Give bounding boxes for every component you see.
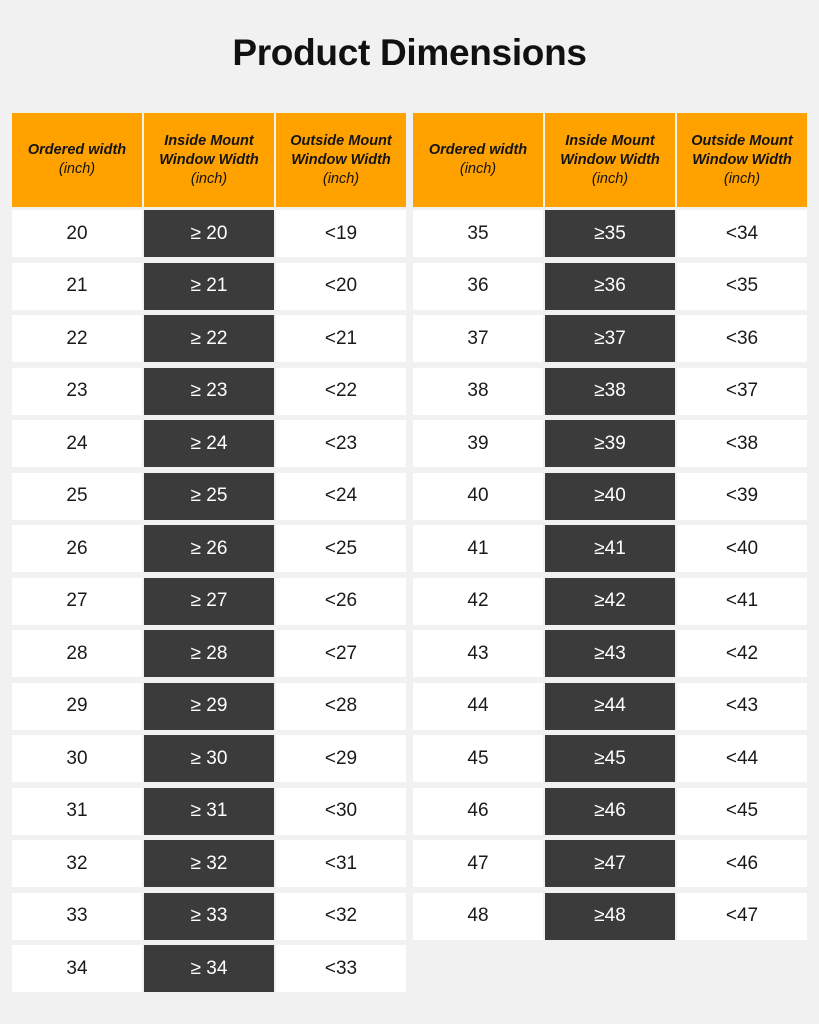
table-row bbox=[413, 788, 807, 835]
cell-outside-mount: <36 bbox=[677, 315, 807, 362]
cell-inside-mount: ≥ 28 bbox=[144, 630, 274, 677]
cell-outside-mount: <20 bbox=[276, 263, 406, 310]
cell-inside-mount: ≥ 31 bbox=[144, 788, 274, 835]
table-body bbox=[12, 210, 406, 992]
cell-inside-mount: ≥ 33 bbox=[144, 893, 274, 940]
cell-inside-mount: ≥38 bbox=[545, 368, 675, 415]
table-row bbox=[12, 315, 406, 362]
cell-outside-mount: <30 bbox=[276, 788, 406, 835]
dimensions-table-left bbox=[12, 113, 406, 992]
table-row bbox=[12, 683, 406, 730]
cell-ordered-width: 23 bbox=[12, 368, 142, 415]
cell-outside-mount: <31 bbox=[276, 840, 406, 887]
table-row bbox=[413, 840, 807, 887]
cell-outside-mount: <39 bbox=[677, 473, 807, 520]
table-body bbox=[413, 210, 807, 940]
cell-inside-mount: ≥37 bbox=[545, 315, 675, 362]
cell-ordered-width: 37 bbox=[413, 315, 543, 362]
cell-ordered-width: 34 bbox=[12, 945, 142, 992]
cell-inside-mount: ≥46 bbox=[545, 788, 675, 835]
cell-inside-mount: ≥ 21 bbox=[144, 263, 274, 310]
table-row bbox=[12, 525, 406, 572]
cell-inside-mount: ≥ 34 bbox=[144, 945, 274, 992]
cell-ordered-width: 30 bbox=[12, 735, 142, 782]
header-outside-mount: Outside Mount Window Width (inch) bbox=[276, 113, 406, 207]
cell-ordered-width: 33 bbox=[12, 893, 142, 940]
table-row bbox=[413, 525, 807, 572]
cell-inside-mount: ≥45 bbox=[545, 735, 675, 782]
cell-inside-mount: ≥40 bbox=[545, 473, 675, 520]
cell-ordered-width: 22 bbox=[12, 315, 142, 362]
cell-ordered-width: 46 bbox=[413, 788, 543, 835]
header-inside-mount: Inside Mount Window Width (inch) bbox=[545, 113, 675, 207]
cell-ordered-width: 21 bbox=[12, 263, 142, 310]
table-row bbox=[12, 788, 406, 835]
cell-inside-mount: ≥ 30 bbox=[144, 735, 274, 782]
table-row bbox=[413, 368, 807, 415]
cell-ordered-width: 31 bbox=[12, 788, 142, 835]
table-row bbox=[413, 263, 807, 310]
cell-inside-mount: ≥ 29 bbox=[144, 683, 274, 730]
cell-inside-mount: ≥39 bbox=[545, 420, 675, 467]
cell-inside-mount: ≥36 bbox=[545, 263, 675, 310]
cell-inside-mount: ≥ 26 bbox=[144, 525, 274, 572]
cell-outside-mount: <29 bbox=[276, 735, 406, 782]
cell-outside-mount: <41 bbox=[677, 578, 807, 625]
page-title: Product Dimensions bbox=[232, 32, 587, 73]
table-row bbox=[413, 683, 807, 730]
table-row bbox=[12, 263, 406, 310]
cell-outside-mount: <47 bbox=[677, 893, 807, 940]
cell-ordered-width: 44 bbox=[413, 683, 543, 730]
cell-outside-mount: <35 bbox=[677, 263, 807, 310]
cell-inside-mount: ≥47 bbox=[545, 840, 675, 887]
cell-ordered-width: 29 bbox=[12, 683, 142, 730]
cell-outside-mount: <32 bbox=[276, 893, 406, 940]
header-ordered-width: Ordered width (inch) bbox=[413, 113, 543, 207]
cell-ordered-width: 39 bbox=[413, 420, 543, 467]
table-header bbox=[12, 113, 406, 207]
cell-inside-mount: ≥ 27 bbox=[144, 578, 274, 625]
cell-outside-mount: <44 bbox=[677, 735, 807, 782]
cell-outside-mount: <42 bbox=[677, 630, 807, 677]
table-row bbox=[12, 840, 406, 887]
cell-inside-mount: ≥ 20 bbox=[144, 210, 274, 257]
header-ordered-width: Ordered width (inch) bbox=[12, 113, 142, 207]
table-row bbox=[413, 630, 807, 677]
cell-ordered-width: 26 bbox=[12, 525, 142, 572]
cell-ordered-width: 38 bbox=[413, 368, 543, 415]
table-row bbox=[12, 735, 406, 782]
cell-outside-mount: <27 bbox=[276, 630, 406, 677]
header-outside-mount: Outside Mount Window Width (inch) bbox=[677, 113, 807, 207]
cell-outside-mount: <33 bbox=[276, 945, 406, 992]
cell-outside-mount: <38 bbox=[677, 420, 807, 467]
table-row bbox=[413, 893, 807, 940]
cell-inside-mount: ≥41 bbox=[545, 525, 675, 572]
cell-outside-mount: <37 bbox=[677, 368, 807, 415]
cell-ordered-width: 48 bbox=[413, 893, 543, 940]
cell-ordered-width: 20 bbox=[12, 210, 142, 257]
cell-ordered-width: 32 bbox=[12, 840, 142, 887]
table-row bbox=[12, 210, 406, 257]
cell-ordered-width: 35 bbox=[413, 210, 543, 257]
cell-outside-mount: <24 bbox=[276, 473, 406, 520]
table-row bbox=[12, 630, 406, 677]
cell-outside-mount: <45 bbox=[677, 788, 807, 835]
header-inside-mount: Inside Mount Window Width (inch) bbox=[144, 113, 274, 207]
cell-inside-mount: ≥ 22 bbox=[144, 315, 274, 362]
cell-inside-mount: ≥44 bbox=[545, 683, 675, 730]
cell-outside-mount: <43 bbox=[677, 683, 807, 730]
cell-ordered-width: 36 bbox=[413, 263, 543, 310]
table-row bbox=[413, 473, 807, 520]
cell-inside-mount: ≥35 bbox=[545, 210, 675, 257]
cell-ordered-width: 45 bbox=[413, 735, 543, 782]
cell-outside-mount: <26 bbox=[276, 578, 406, 625]
table-row bbox=[12, 368, 406, 415]
cell-inside-mount: ≥ 32 bbox=[144, 840, 274, 887]
cell-outside-mount: <23 bbox=[276, 420, 406, 467]
cell-ordered-width: 24 bbox=[12, 420, 142, 467]
cell-ordered-width: 42 bbox=[413, 578, 543, 625]
table-row bbox=[413, 315, 807, 362]
cell-outside-mount: <22 bbox=[276, 368, 406, 415]
cell-inside-mount: ≥42 bbox=[545, 578, 675, 625]
table-row bbox=[12, 893, 406, 940]
cell-outside-mount: <21 bbox=[276, 315, 406, 362]
cell-ordered-width: 40 bbox=[413, 473, 543, 520]
cell-outside-mount: <19 bbox=[276, 210, 406, 257]
table-row bbox=[12, 473, 406, 520]
cell-outside-mount: <46 bbox=[677, 840, 807, 887]
cell-outside-mount: <28 bbox=[276, 683, 406, 730]
cell-outside-mount: <34 bbox=[677, 210, 807, 257]
cell-outside-mount: <25 bbox=[276, 525, 406, 572]
table-row bbox=[12, 945, 406, 992]
cell-inside-mount: ≥ 23 bbox=[144, 368, 274, 415]
dimensions-table-right bbox=[413, 113, 807, 940]
cell-inside-mount: ≥ 24 bbox=[144, 420, 274, 467]
cell-inside-mount: ≥ 25 bbox=[144, 473, 274, 520]
table-row bbox=[413, 420, 807, 467]
cell-ordered-width: 27 bbox=[12, 578, 142, 625]
table-row bbox=[413, 578, 807, 625]
table-row bbox=[12, 578, 406, 625]
cell-ordered-width: 28 bbox=[12, 630, 142, 677]
table-row bbox=[413, 210, 807, 257]
table-header bbox=[413, 113, 807, 207]
table-row bbox=[413, 735, 807, 782]
cell-outside-mount: <40 bbox=[677, 525, 807, 572]
table-row bbox=[12, 420, 406, 467]
cell-inside-mount: ≥48 bbox=[545, 893, 675, 940]
cell-inside-mount: ≥43 bbox=[545, 630, 675, 677]
cell-ordered-width: 25 bbox=[12, 473, 142, 520]
cell-ordered-width: 47 bbox=[413, 840, 543, 887]
cell-ordered-width: 41 bbox=[413, 525, 543, 572]
cell-ordered-width: 43 bbox=[413, 630, 543, 677]
